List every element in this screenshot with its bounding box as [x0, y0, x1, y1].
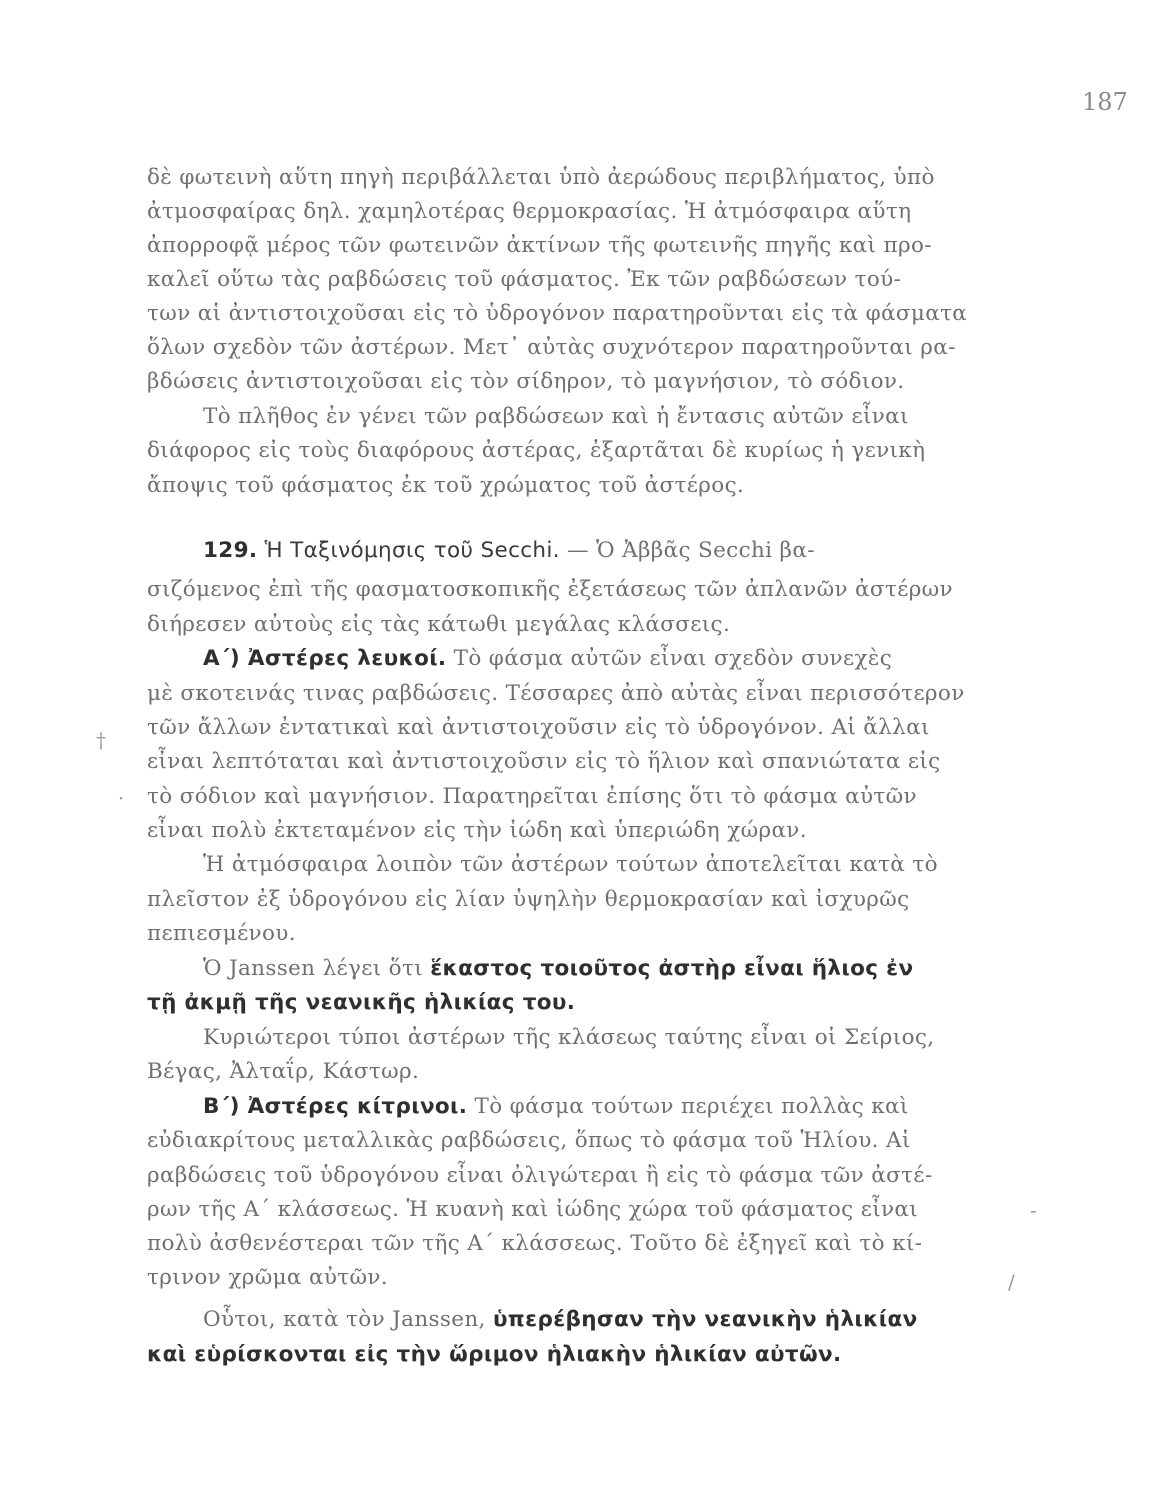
text-line: μὲ σκοτεινάς τινας ραβδώσεις. Τέσσαρες ἀπὸ αὐτὰς εἶναι περισσότερον — [147, 681, 965, 706]
text-line: τὸ σόδιον καὶ μαγνήσιον. Παρατηρεῖται ἐπίσης ὅτι τὸ φάσμα αὐτῶν — [147, 784, 917, 809]
text-line: καλεῖ οὕτω τὰς ραβδώσεις τοῦ φάσματος. Ἐκ τῶν ραβδώσεων τού- — [147, 267, 902, 292]
margin-dash-mark: ‐ — [1030, 1198, 1037, 1222]
closing-line — [203, 1305, 918, 1335]
text-line: Κυριώτεροι τύποι ἀστέρων τῆς κλάσεως ταύτης εἶναι οἱ Σείριος, — [203, 1025, 935, 1050]
quote-lead: Ὁ Janssen λέγει ὅτι — [203, 956, 424, 981]
section-title: Ἡ Ταξινόμησις τοῦ Secchi. — [264, 538, 560, 563]
quote-bold: ἕκαστος τοιοῦτος ἀστὴρ εἶναι ἥλιος ἐν — [430, 956, 914, 981]
text-line: ἀτμοσφαίρας δηλ. χαμηλοτέρας θερμοκρασίας. Ἡ ἀτμόσφαιρα αὕτη — [147, 199, 912, 224]
text-line: Τὸ πλῆθος ἐν γένει τῶν ραβδώσεων καὶ ἡ ἔντασις αὐτῶν εἶναι — [203, 404, 909, 429]
text-line: των αἱ ἀντιστοιχοῦσαι εἰς τὸ ὑδρογόνον παρατηροῦνται εἰς τὰ φάσματα — [147, 301, 968, 326]
closing-bold: ὑπερέβησαν τὴν νεανικὴν ἡλικίαν — [492, 1307, 918, 1332]
text-line: ἀπορροφᾷ μέρος τῶν φωτεινῶν ἀκτίνων τῆς φωτεινῆς πηγῆς καὶ προ- — [147, 233, 932, 258]
closing-bold-continued: καὶ εὑρίσκονται εἰς τὴν ὥριμον ἡλιακὴν ἡλικίαν αὐτῶν. — [147, 1342, 842, 1367]
class-b-line — [203, 1092, 909, 1122]
class-a-heading: Α΄) Ἀστέρες λευκοί. — [203, 646, 447, 671]
janssen-quote-line — [203, 954, 913, 984]
section-lead: — Ὁ Ἀββᾶς Secchi βα- — [567, 538, 815, 563]
margin-slash-mark: / — [1008, 1270, 1015, 1294]
text-line: πλεῖστον ἐξ ὑδρογόνου εἰς λίαν ὑψηλὴν θερμοκρασίαν καὶ ἰσχυρῶς — [147, 887, 910, 912]
text-line: εἶναι πολὺ ἐκτεταμένον εἰς τὴν ἰώδη καὶ ὑπεριώδη χώραν. — [147, 818, 807, 843]
margin-dot-mark: · — [118, 786, 125, 810]
text-line: εἶναι λεπτόταται καὶ ἀντιστοιχοῦσιν εἰς τὸ ἥλιον καὶ σπανιώτατα εἰς — [147, 749, 941, 774]
text-line: δὲ φωτεινὴ αὕτη πηγὴ περιβάλλεται ὑπὸ ἀερώδους περιβλήματος, ὑπὸ — [147, 165, 935, 190]
text-line: τῶν ἄλλων ἐντατικαὶ καὶ ἀντιστοιχοῦσιν εἰς τὸ ὑδρογόνον. Αἱ ἄλλαι — [147, 715, 930, 740]
class-a-lead: Τὸ φάσμα αὐτῶν εἶναι σχεδὸν συνεχὲς — [453, 646, 893, 671]
text-line: σιζόμενος ἐπὶ τῆς φασματοσκοπικῆς ἐξετάσεως τῶν ἀπλανῶν ἀστέρων — [147, 577, 953, 602]
closing-lead: Οὗτοι, κατὰ τὸν Janssen, — [203, 1307, 486, 1332]
text-line: Ἡ ἀτμόσφαιρα λοιπὸν τῶν ἀστέρων τούτων ἀποτελεῖται κατὰ τὸ — [203, 852, 938, 877]
page-number: 187 — [1082, 88, 1128, 116]
section-number: 129. — [203, 538, 258, 563]
text-line: τρινον χρῶμα αὐτῶν. — [147, 1265, 388, 1290]
text-line: ραβδώσεις τοῦ ὑδρογόνου εἶναι ὀλιγώτεραι ἢ εἰς τὸ φάσμα τῶν ἀστέ- — [147, 1163, 933, 1188]
text-line: ὅλων σχεδὸν τῶν ἀστέρων. Μετ᾿ αὐτὰς συχνότερον παρατηροῦνται ρα- — [147, 335, 956, 360]
section-heading — [203, 536, 815, 566]
text-line: ρων τῆς Α΄ κλάσσεως. Ἡ κυανὴ καὶ ἰώδης χώρα τοῦ φάσματος εἶναι — [147, 1197, 919, 1222]
text-line: πεπιεσμένου. — [147, 921, 296, 946]
text-line: διάφορος εἰς τοὺς διαφόρους ἀστέρας, ἐξαρτᾶται δὲ κυρίως ἡ γενικὴ — [147, 438, 926, 463]
text-line: βδώσεις ἀντιστοιχοῦσαι εἰς τὸν σίδηρον, τὸ μαγνήσιον, τὸ σόδιον. — [147, 369, 905, 394]
text-line: πολὺ ἀσθενέστεραι τῶν τῆς Α΄ κλάσσεως. Τοῦτο δὲ ἐξηγεῖ καὶ τὸ κί- — [147, 1231, 923, 1256]
margin-dagger-mark: † — [96, 728, 106, 752]
text-line: διήρεσεν αὐτοὺς εἰς τὰς κάτωθι μεγάλας κλάσσεις. — [147, 612, 731, 637]
text-line: Βέγας, Ἀλταΐρ, Κάστωρ. — [147, 1059, 420, 1084]
quote-bold-continued: τῇ ἀκμῇ τῆς νεανικῆς ἡλικίας του. — [147, 990, 576, 1015]
text-line: εὐδιακρίτους μεταλλικὰς ραβδώσεις, ὅπως τὸ φάσμα τοῦ Ἡλίου. Αἱ — [147, 1128, 911, 1153]
text-line: ἄποψις τοῦ φάσματος ἐκ τοῦ χρώματος τοῦ ἀστέρος. — [147, 473, 745, 498]
class-b-heading: Β΄) Ἀστέρες κίτρινοι. — [203, 1094, 468, 1119]
class-b-lead: Τὸ φάσμα τούτων περιέχει πολλὰς καὶ — [474, 1094, 909, 1119]
class-a-line — [203, 644, 892, 674]
